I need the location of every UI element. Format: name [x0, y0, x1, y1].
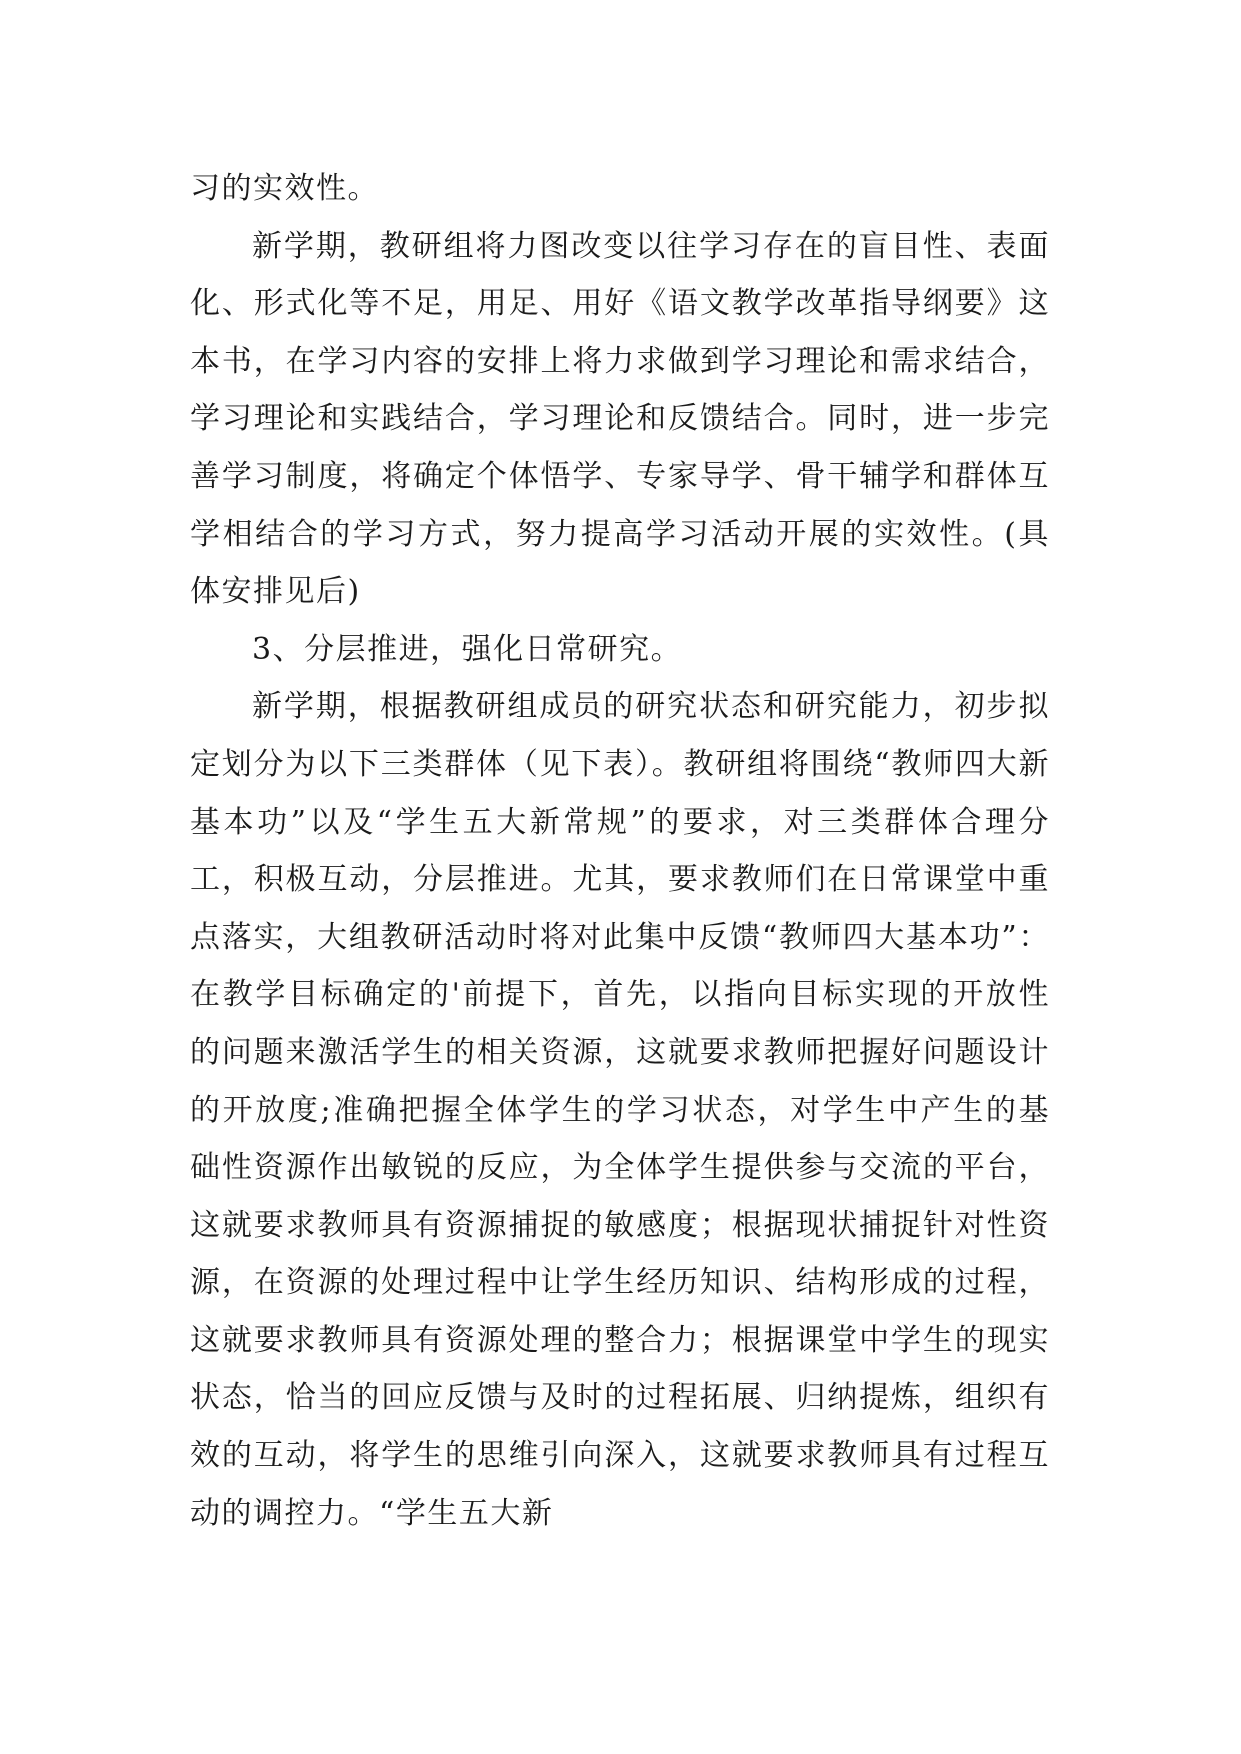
section-heading-layered-progress: 3、分层推进，强化日常研究。	[252, 631, 683, 667]
document-body	[190, 160, 1050, 1542]
paragraph-study-plan: 新学期，教研组将力图改变以往学习存在的盲目性、表面化、形式化等不足，用足、用好《语文教学改革指导纲要》这本书，在学习内容的安排上将力求做到学习理论和需求结合，学习理论和实践结合，学习理论和反馈结合。同时，进一步完善学习制度，将确定个体悟学、专家导学、骨干辅学和群体互学相结合的学习方式，努力提高学习活动开展的实效性。(具体安排见后)	[190, 228, 1050, 610]
paragraph-continuation: 习的实效性。	[190, 171, 379, 206]
paragraph-group-research: 新学期，根据教研组成员的研究状态和研究能力，初步拟定划分为以下三类群体（见下表）。教研组将围绕“教师四大新基本功”以及“学生五大新常规”的要求，对三类群体合理分工，积极互动，分层推进。尤其，要求教师们在日常课堂中重点落实，大组教研活动时将对此集中反馈“教师四大基本功”：在教学目标确定的'前提下，首先，以指向目标实现的开放性的问题来激活学生的相关资源，这就要求教师把握好问题设计的开放度;准确把握全体学生的学习状态，对学生中产生的基础性资源作出敏锐的反应，为全体学生提供参与交流的平台，这就要求教师具有资源捕捉的敏感度；根据现状捕捉针对性资源，在资源的处理过程中让学生经历知识、结构形成的过程，这就要求教师具有资源处理的整合力；根据课堂中学生的现实状态，恰当的回应反馈与及时的过程拓展、归纳提炼，组织有效的互动，将学生的思维引向深入，这就要求教师具有过程互动的调控力。“学生五大新	[190, 689, 1050, 1531]
